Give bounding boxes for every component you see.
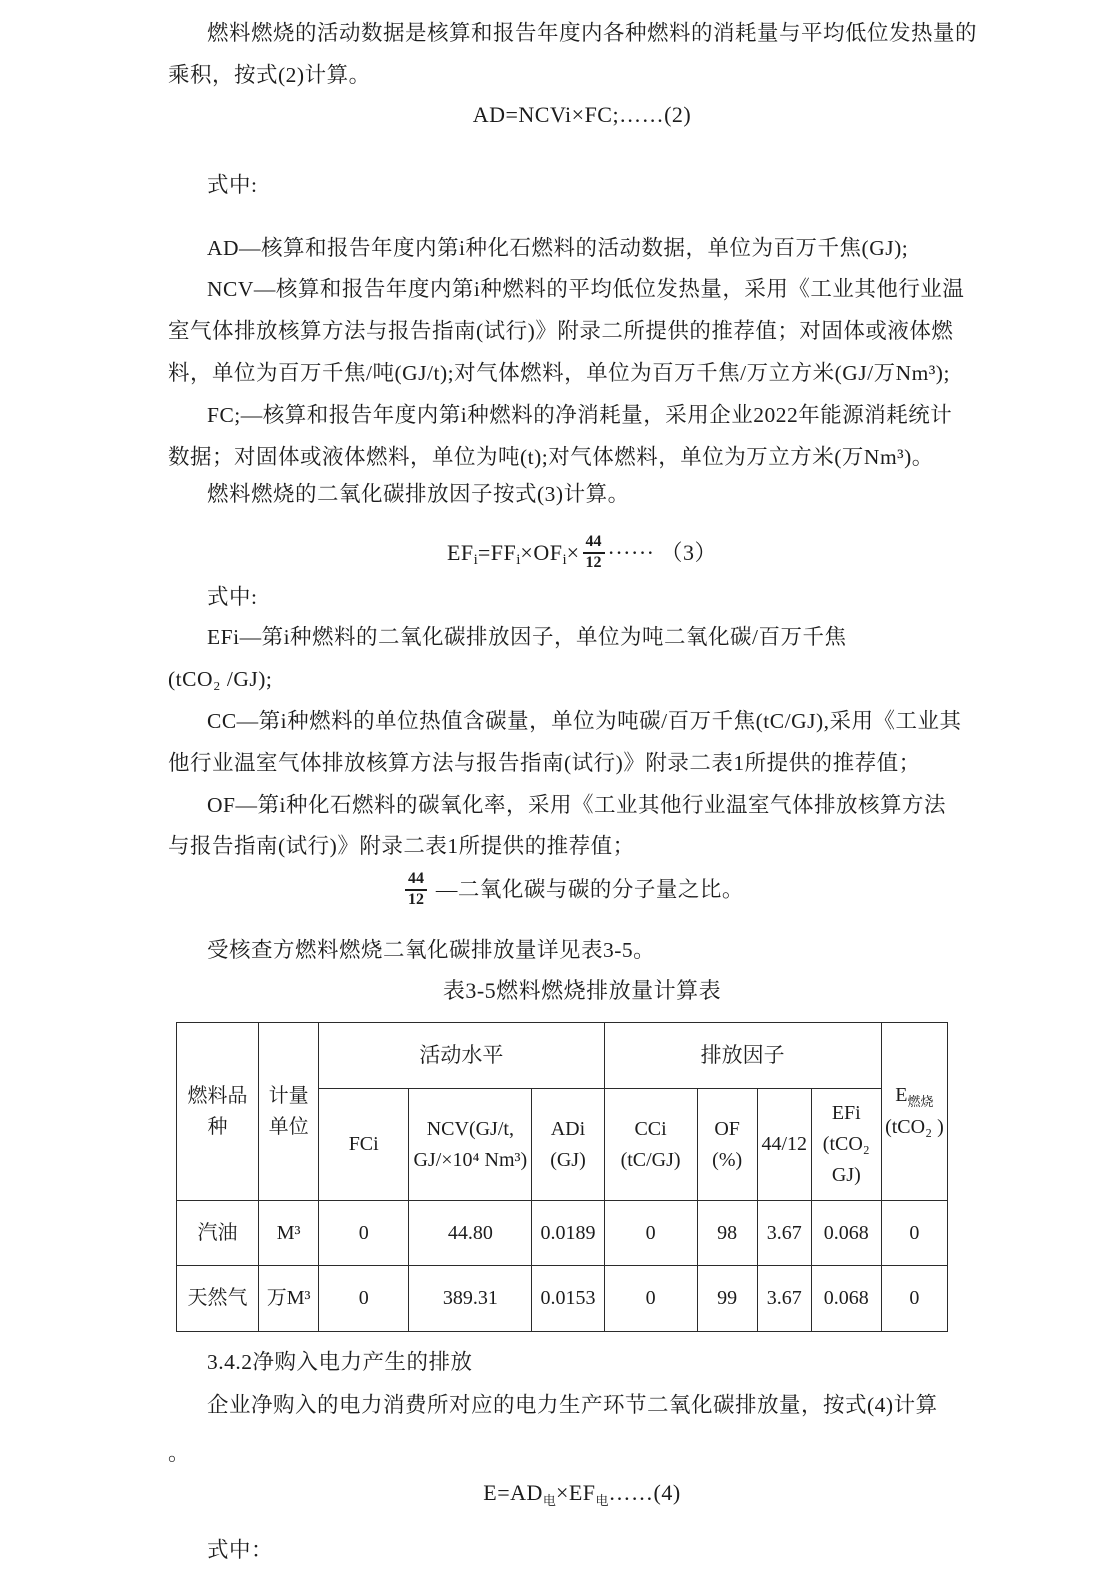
- paragraph-electricity-line1: 企业净购入的电力消费所对应的电力生产环节二氧化碳排放量，按式(4)计算: [207, 1393, 938, 1417]
- definition-OF-line1: OF—第i种化石燃料的碳氧化率，采用《工业其他行业温室气体排放核算方法: [207, 793, 946, 817]
- table-row-natural-gas: [177, 1266, 948, 1332]
- paragraph-activity-data-line1: 燃料燃烧的活动数据是核算和报告年度内各种燃料的消耗量与平均低位发热量的: [207, 21, 978, 45]
- formula-4: [22, 1478, 1120, 1516]
- definition-NCV-line1: NCV—核算和报告年度内第i种燃料的平均低位发热量，采用《工业其他行业温: [207, 277, 965, 301]
- cell-cci: 0: [604, 1266, 697, 1332]
- col-header-efi: EFi (tCO₂ GJ): [811, 1089, 881, 1201]
- fraction-44-12: $\frac{44}{12}$: [583, 534, 605, 572]
- where-label-2: 式中:: [207, 585, 258, 609]
- col-header-unit: 计量 单位: [259, 1023, 319, 1201]
- where-label-1: 式中:: [207, 173, 258, 197]
- formula-3: [22, 533, 1120, 575]
- col-header-adi: ADi (GJ): [532, 1089, 604, 1201]
- e-combustion-symbol: $E_{燃烧}$: [895, 1083, 934, 1109]
- col-header-fuel-type: 燃料品 种: [177, 1023, 259, 1201]
- cell-of: 99: [697, 1266, 757, 1332]
- definition-CC-line1: CC—第i种燃料的单位热值含碳量，单位为吨碳/百万千焦(tC/GJ),采用《工业其: [207, 709, 962, 733]
- definition-FC-line2: 数据；对固体或液体燃料，单位为吨(t);对气体燃料，单位为万立方米(万Nm³)。: [168, 445, 934, 469]
- col-header-cci: CCi (tC/GJ): [604, 1089, 697, 1201]
- cell-efi: 0.068: [811, 1201, 881, 1266]
- definition-EFi-line2: (tCO₂ /GJ);: [168, 667, 273, 691]
- definition-EFi-line1: EFi—第i种燃料的二氧化碳排放因子，单位为吨二氧化碳/百万千焦: [207, 625, 847, 649]
- cell-fci: 0: [319, 1266, 409, 1332]
- col-header-fci: FCi: [319, 1089, 409, 1201]
- definition-OF-line2: 与报告指南(试行)》附录二表1所提供的推荐值；: [168, 834, 635, 858]
- cell-e: 0: [881, 1266, 947, 1332]
- paragraph-ef-intro: 燃料燃烧的二氧化碳排放因子按式(3)计算。: [207, 482, 630, 506]
- table-row-gasoline: [177, 1201, 948, 1266]
- definition-ratio-44-12: $\frac{44}{12}$ —二氧化碳与碳的分子量之比。: [402, 873, 744, 911]
- where-label-3: 式中：: [207, 1538, 274, 1562]
- cell-adi: 0.0189: [532, 1201, 604, 1266]
- paragraph-electricity-line2: 。: [168, 1441, 191, 1465]
- cell-efi: 0.068: [811, 1266, 881, 1332]
- paragraph-activity-data-line2: 乘积，按式(2)计算。: [168, 63, 371, 87]
- emission-calc-table-wrapper: [176, 1022, 948, 1332]
- formula-2: AD=NCVi×FC;……(2): [472, 102, 692, 127]
- fraction-44-12-definition: $\frac{44}{12}$: [405, 871, 427, 909]
- cell-unit: M³: [259, 1201, 319, 1266]
- cell-fuel: 汽油: [177, 1201, 259, 1266]
- table-title: 表3-5燃料燃烧排放量计算表: [442, 978, 722, 1003]
- table-header-row-groups: [177, 1023, 948, 1089]
- emission-calc-table: [176, 1022, 948, 1332]
- paragraph-table-intro: 受核查方燃料燃烧二氧化碳排放量详见表3-5。: [207, 938, 656, 962]
- definition-AD: AD—核算和报告年度内第i种化石燃料的活动数据，单位为百万千焦(GJ);: [207, 236, 909, 260]
- cell-ratio: 3.67: [757, 1201, 811, 1266]
- col-group-activity-level: 活动水平: [319, 1023, 604, 1089]
- cell-fuel: 天然气: [177, 1266, 259, 1332]
- cell-fci: 0: [319, 1201, 409, 1266]
- cell-of: 98: [697, 1201, 757, 1266]
- col-header-ncv: NCV(GJ/t, GJ/×10⁴ Nm³): [409, 1089, 532, 1201]
- cell-cci: 0: [604, 1201, 697, 1266]
- formula-3-text: $EF_i=FF_i\times OF_i\times$ $\frac{44}{12}$ ······ （3）: [446, 533, 718, 571]
- definition-NCV-line2: 室气体排放核算方法与报告指南(试行)》附录二所提供的推荐值；对固体或液体燃: [168, 319, 954, 343]
- col-header-44-12: 44/12: [757, 1089, 811, 1201]
- col-header-e-combustion: $E_{燃烧}$ (tCO₂ ): [881, 1023, 947, 1201]
- section-heading-3-4-2: 3.4.2净购入电力产生的排放: [207, 1350, 473, 1374]
- cell-e: 0: [881, 1201, 947, 1266]
- cell-ncv: 44.80: [409, 1201, 532, 1266]
- definition-FC-line1: FC;—核算和报告年度内第i种燃料的净消耗量，采用企业2022年能源消耗统计: [207, 403, 953, 427]
- definition-NCV-line3: 料，单位为百万千焦/吨(GJ/t);对气体燃料，单位为百万千焦/万立方米(GJ/万Nm³);: [168, 361, 950, 385]
- cell-ncv: 389.31: [409, 1266, 532, 1332]
- formula-4-text: $E=AD_电\times EF_电\dots\dots(4)$: [483, 1480, 681, 1508]
- cell-ratio: 3.67: [757, 1266, 811, 1332]
- col-header-of: OF (%): [697, 1089, 757, 1201]
- col-group-emission-factor: 排放因子: [604, 1023, 881, 1089]
- definition-CC-line2: 他行业温室气体排放核算方法与报告指南(试行)》附录二表1所提供的推荐值；: [168, 751, 921, 775]
- cell-unit: 万M³: [259, 1266, 319, 1332]
- cell-adi: 0.0153: [532, 1266, 604, 1332]
